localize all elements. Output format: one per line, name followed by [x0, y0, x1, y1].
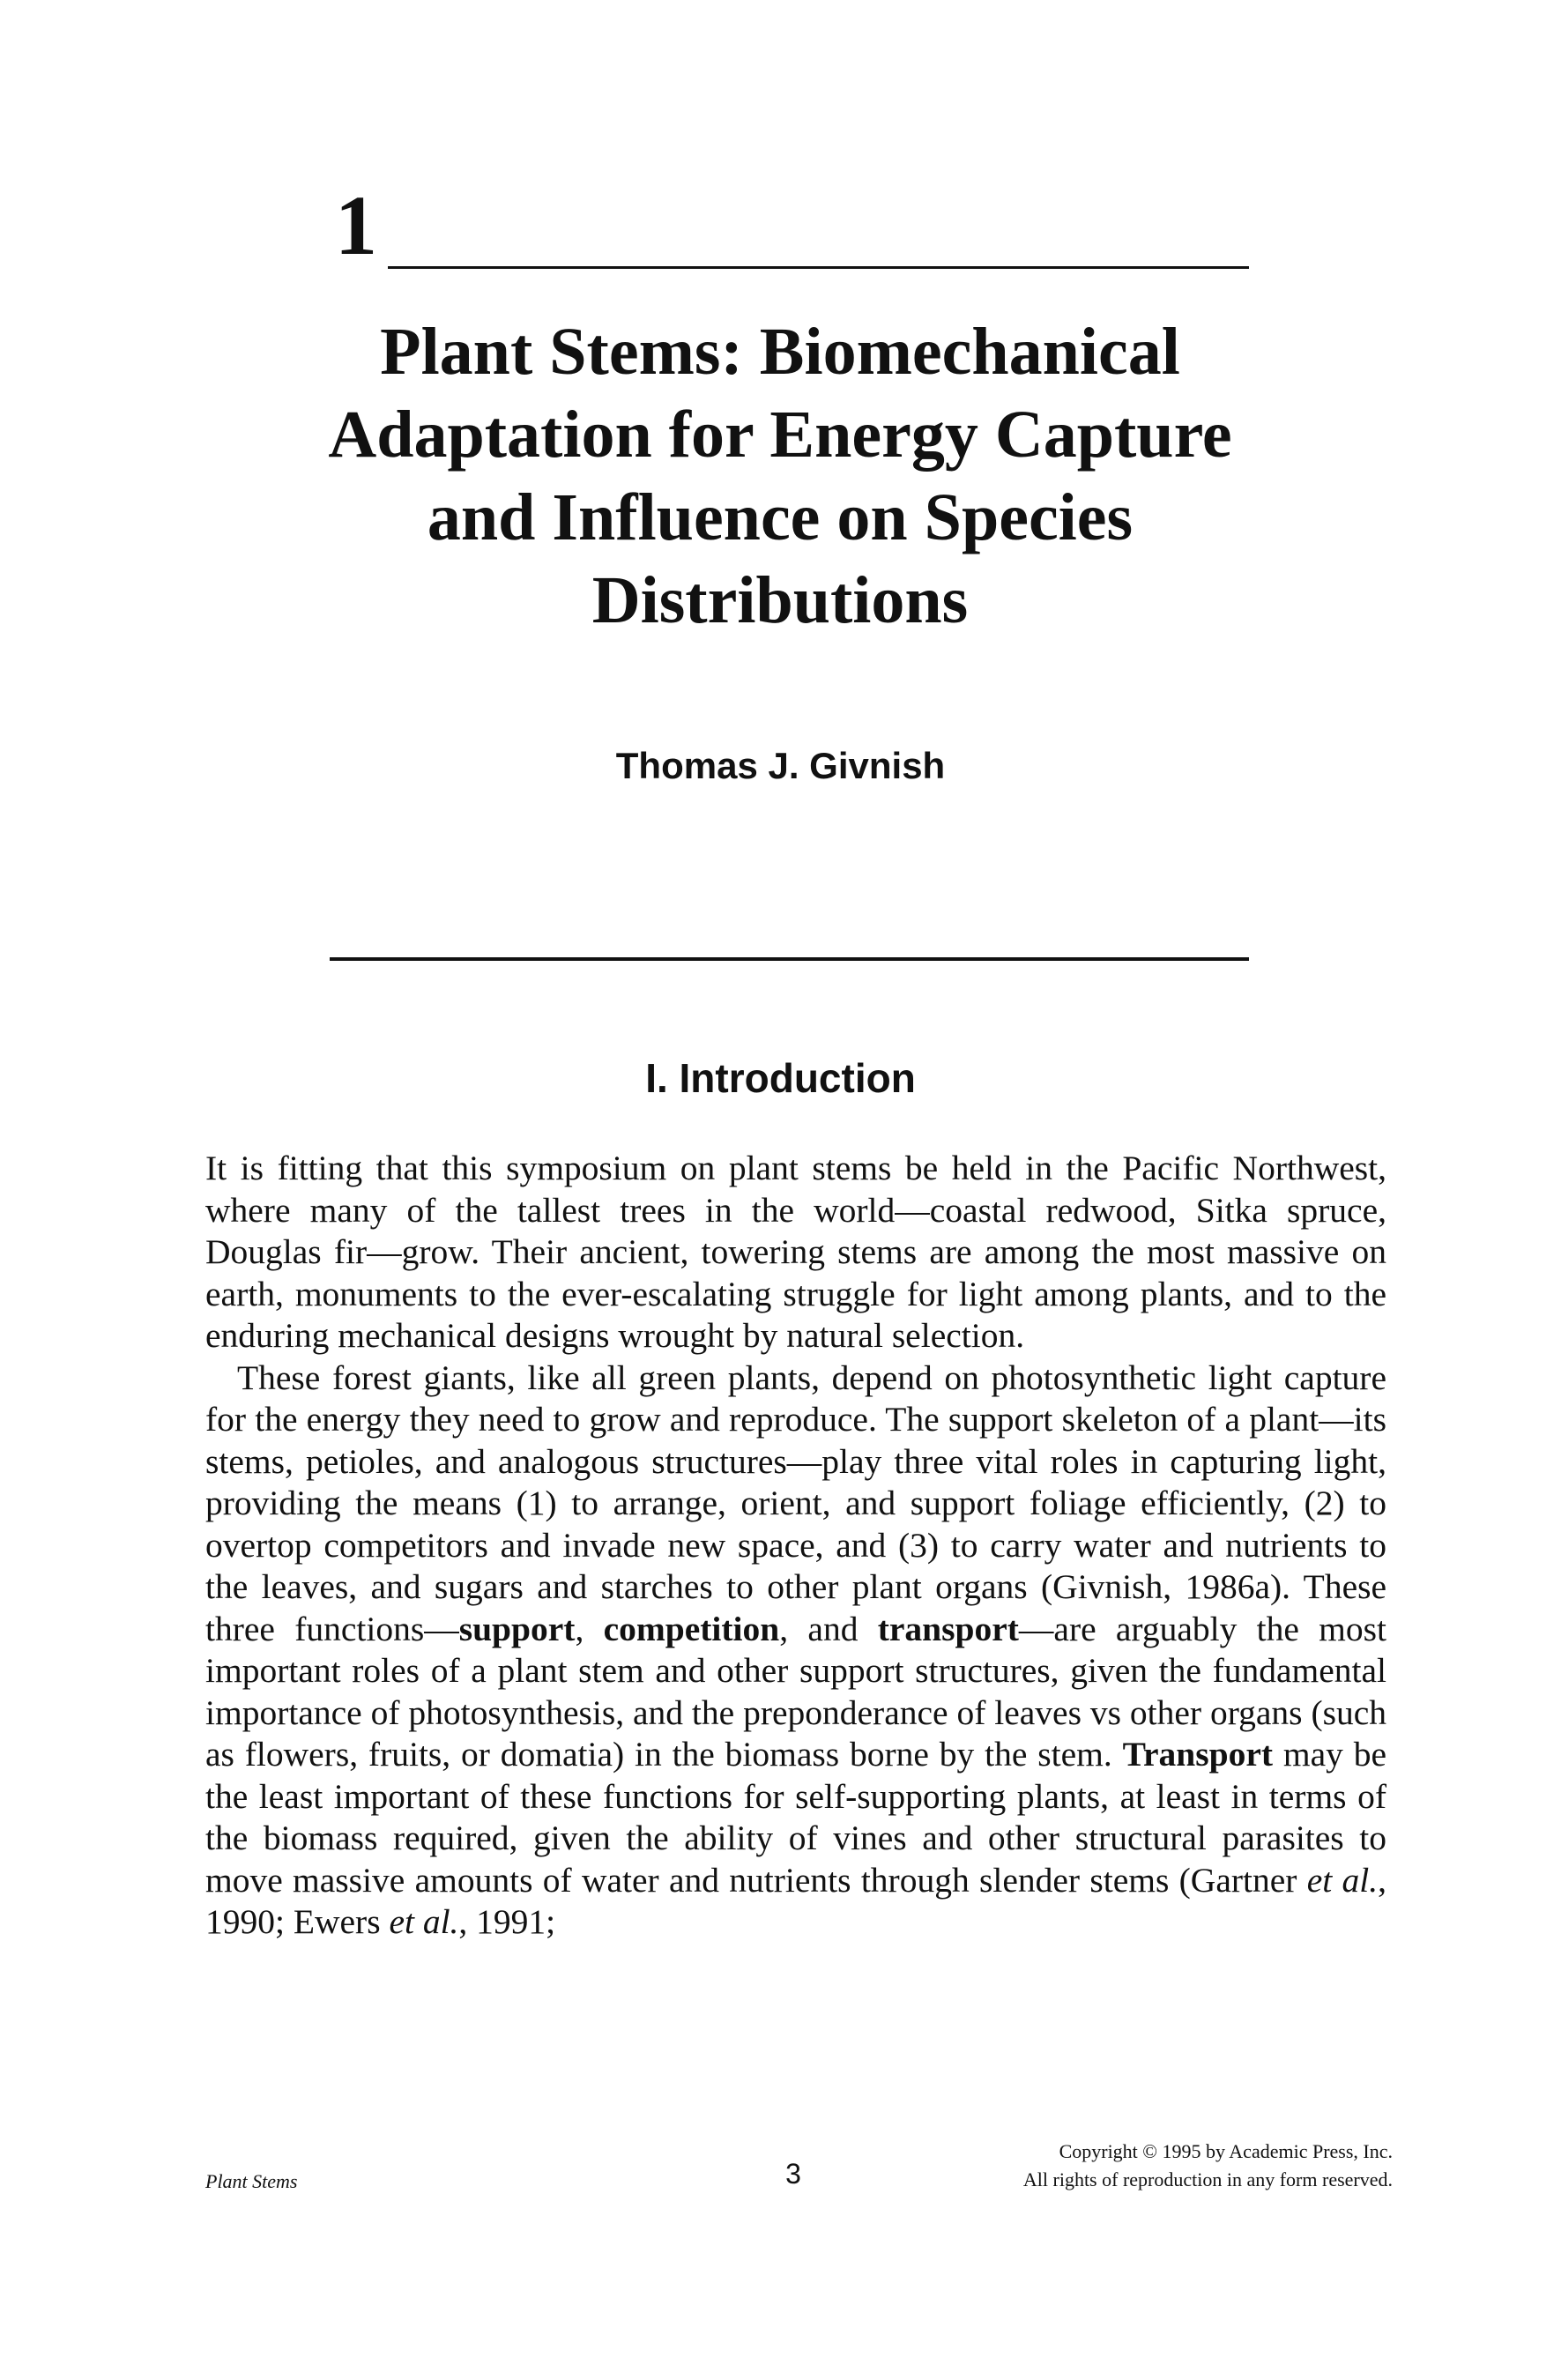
title-line: and Influence on Species — [427, 480, 1134, 554]
chapter-rule — [388, 266, 1249, 269]
running-footer-title: Plant Stems — [205, 2170, 298, 2192]
keyword-transport-2: Transport — [1122, 1735, 1274, 1774]
citation-et-al: et al. — [389, 1902, 459, 1941]
rights-line: All rights of reproduction in any form reserved. — [1022, 2168, 1393, 2190]
author-name: Thomas J. Givnish — [615, 745, 946, 786]
paragraph-1: It is fitting that this symposium on plant stems be held in the Pacific Northwest, where many of the tallest trees in the world—coastal redwood, Sitka spruce, Douglas fir—grow. Their ancient, towering stems are among the most massive on earth, monuments to the ever-escalating struggle for light among plants, and to the enduring mechanical designs wrought by natural selection. — [205, 1149, 1386, 1355]
author-rule — [330, 957, 1249, 961]
copyright-notice — [917, 2138, 1393, 2194]
body-text — [205, 1148, 1386, 1944]
page-number: 3 — [785, 2158, 801, 2190]
copyright-line: Copyright © 1995 by Academic Press, Inc. — [1059, 2140, 1393, 2162]
keyword-support: support — [458, 1609, 576, 1648]
chapter-title — [212, 310, 1349, 642]
chapter-number: 1 — [335, 178, 377, 272]
citation-et-al: et al. — [1306, 1860, 1379, 1900]
section-heading: I. Introduction — [645, 1055, 916, 1101]
title-line: Adaptation for Energy Capture — [328, 398, 1232, 472]
title-line: Distributions — [591, 563, 969, 637]
keyword-transport: transport — [877, 1609, 1019, 1648]
paragraph-2: These forest giants, like all green plants, depend on photosynthetic light capture for the energy they need to grow and reproduce. The support skeleton of a plant—its stems, petioles, and analogous structures—play three vital roles in capturing light, providing the means (1) to arrange, orient, and support foliage efficiently, (2) to overtop competitors and invade new space, and (3) to carry water and nutrients to the leaves, and sugars and starches to other plant organs (Givnish, 1986a). These three functions—support, competition, and transport—are arguably the most important roles of a plant stem and other support structures, given the fundamental importance of photosynthesis, and the preponderance of leaves vs other organs (such as flowers, fruits, or domatia) in the biomass borne by the stem. Transport may be the least important of these functions for self-supporting plants, at least in terms of the biomass required, given the ability of vines and other structural parasites to move massive amounts of water and nutrients through slender stems (Gartner et al., 1990; Ewers et al., 1991; — [205, 1357, 1386, 1941]
title-line: Plant Stems: Biomechanical — [380, 315, 1180, 389]
keyword-competition: competition — [603, 1609, 780, 1648]
